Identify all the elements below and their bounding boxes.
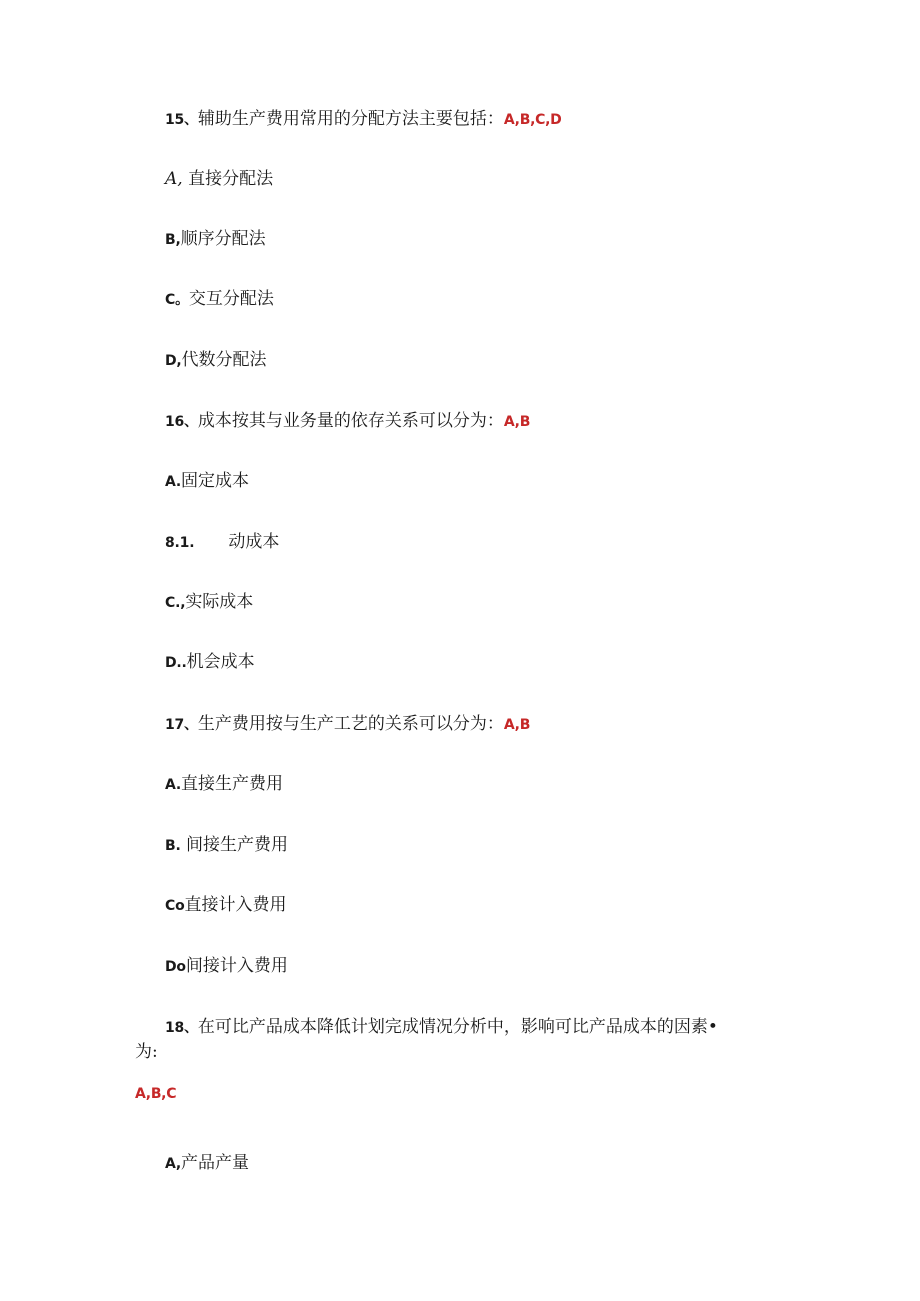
option-text: 间接生产费用 bbox=[180, 835, 288, 855]
question-text: 在可比产品成本降低计划完成情况分析中，影响可比产品成本的因素• bbox=[197, 1017, 718, 1037]
option-text: 交互分配法 bbox=[188, 289, 274, 309]
option-label: A. bbox=[165, 474, 182, 490]
option-label: C。 bbox=[165, 292, 189, 308]
answer-key: A,B bbox=[503, 414, 531, 430]
option-17-d bbox=[165, 955, 288, 978]
question-number: 18、 bbox=[165, 1020, 198, 1036]
option-text: 实际成本 bbox=[185, 592, 254, 612]
option-label: B, bbox=[165, 232, 181, 248]
question-number: 17、 bbox=[165, 717, 198, 733]
option-text: 动成本 bbox=[228, 532, 280, 552]
option-text: 机会成本 bbox=[186, 652, 255, 672]
option-16-d bbox=[165, 651, 255, 674]
option-18-a bbox=[165, 1152, 249, 1175]
option-16-b bbox=[165, 531, 279, 554]
option-17-a bbox=[165, 773, 283, 796]
option-label: 8.1. bbox=[165, 535, 195, 551]
question-number: 16、 bbox=[165, 414, 198, 430]
question-17 bbox=[165, 713, 530, 736]
question-text: 成本按其与业务量的依存关系可以分为： bbox=[197, 411, 504, 431]
option-label: A, bbox=[165, 1156, 182, 1172]
option-16-a bbox=[165, 470, 249, 493]
question-text: 辅助生产费用常用的分配方法主要包括： bbox=[197, 109, 504, 129]
question-15 bbox=[165, 108, 561, 131]
option-label: D.. bbox=[165, 655, 187, 671]
option-15-d bbox=[165, 349, 267, 372]
option-label: Do bbox=[165, 959, 186, 975]
option-15-a bbox=[165, 168, 273, 190]
option-text: 直接分配法 bbox=[182, 169, 274, 189]
option-16-c bbox=[165, 591, 253, 614]
option-17-b bbox=[165, 834, 288, 857]
option-15-c bbox=[165, 288, 274, 311]
option-text: 代数分配法 bbox=[181, 350, 267, 370]
answer-key: A,B bbox=[503, 717, 531, 733]
option-text: 直接生产费用 bbox=[181, 774, 284, 794]
question-number: 15、 bbox=[165, 112, 198, 128]
option-label: A. bbox=[165, 777, 182, 793]
question-18-continued bbox=[135, 1041, 158, 1063]
option-text: 固定成本 bbox=[181, 471, 250, 491]
option-label: D, bbox=[165, 353, 182, 369]
question-text: 生产费用按与生产工艺的关系可以分为： bbox=[197, 714, 504, 734]
question-18 bbox=[165, 1016, 718, 1039]
option-label: B. bbox=[165, 838, 181, 854]
option-15-b bbox=[165, 228, 266, 251]
option-text: 间接计入费用 bbox=[185, 956, 288, 976]
option-17-c bbox=[165, 894, 287, 917]
answer-key: A,B,C bbox=[135, 1086, 177, 1102]
option-label: A, bbox=[165, 169, 183, 189]
question-16 bbox=[165, 410, 530, 433]
question-18-answer bbox=[135, 1082, 176, 1105]
option-label: C., bbox=[165, 595, 186, 611]
question-text-continued: 为: bbox=[135, 1042, 158, 1062]
option-text: 产品产量 bbox=[181, 1153, 250, 1173]
option-text: 直接计入费用 bbox=[184, 895, 287, 915]
option-label: Co bbox=[165, 898, 185, 914]
answer-key: A,B,C,D bbox=[503, 112, 562, 128]
option-text: 顺序分配法 bbox=[180, 229, 266, 249]
